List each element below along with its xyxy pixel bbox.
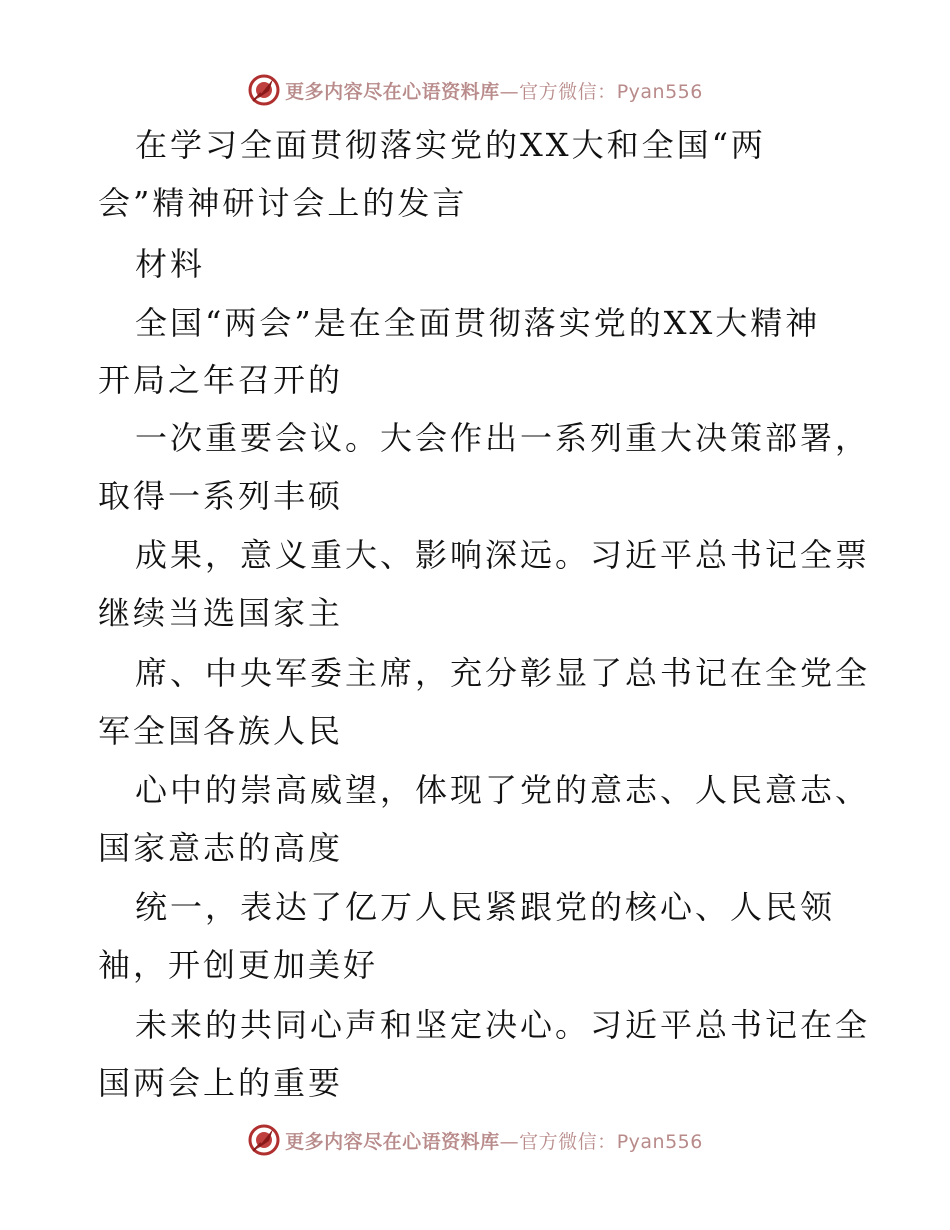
quill-logo-icon <box>247 73 281 107</box>
paragraph-line: 袖，开创更加美好 <box>98 946 379 984</box>
watermark-wechat-id: Pyan556 <box>616 1130 703 1153</box>
title-line-3: 材料 <box>135 245 206 283</box>
paragraph-line: 开局之年召开的 <box>98 361 344 399</box>
paragraph-line: 未来的共同心声和坚定决心。习近平总书记在全 <box>135 1006 871 1044</box>
watermark-wechat-label: 官方微信： <box>519 1130 617 1153</box>
paragraph-line: 国家意志的高度 <box>98 829 344 867</box>
paragraph-line: 国两会上的重要 <box>98 1064 344 1102</box>
watermark-dash: — <box>499 1130 520 1153</box>
watermark-wechat-id: Pyan556 <box>616 80 703 103</box>
watermark-site-text: 更多内容尽在心语资料库 <box>285 1130 500 1153</box>
paragraph-line: 一次重要会议。大会作出一系列重大决策部署， <box>135 419 871 457</box>
paragraph-line: 取得一系列丰硕 <box>98 477 344 515</box>
paragraph-line: 军全国各族人民 <box>98 712 344 750</box>
paragraph-line: 心中的崇高威望，体现了党的意志、人民意志、 <box>135 771 871 809</box>
watermark-dash: — <box>499 80 520 103</box>
paragraph-line: 继续当选国家主 <box>98 594 344 632</box>
paragraph-line: 席、中央军委主席，充分彰显了总书记在全党全 <box>135 654 871 692</box>
paragraph-line: 成果，意义重大、影响深远。习近平总书记全票 <box>135 536 871 574</box>
paragraph-line: 统一，表达了亿万人民紧跟党的核心、人民领 <box>135 888 836 926</box>
paragraph-line: 全国“两会”是在全面贯彻落实党的XX大精神 <box>135 304 821 342</box>
footer-watermark <box>0 1120 950 1160</box>
header-watermark <box>0 70 950 110</box>
title-line-1: 在学习全面贯彻落实党的XX大和全国“两 <box>135 126 766 164</box>
title-line-2: 会”精神研讨会上的发言 <box>98 184 468 222</box>
watermark-site-text: 更多内容尽在心语资料库 <box>285 80 500 103</box>
quill-logo-icon <box>247 1123 281 1157</box>
watermark-wechat-label: 官方微信： <box>519 80 617 103</box>
